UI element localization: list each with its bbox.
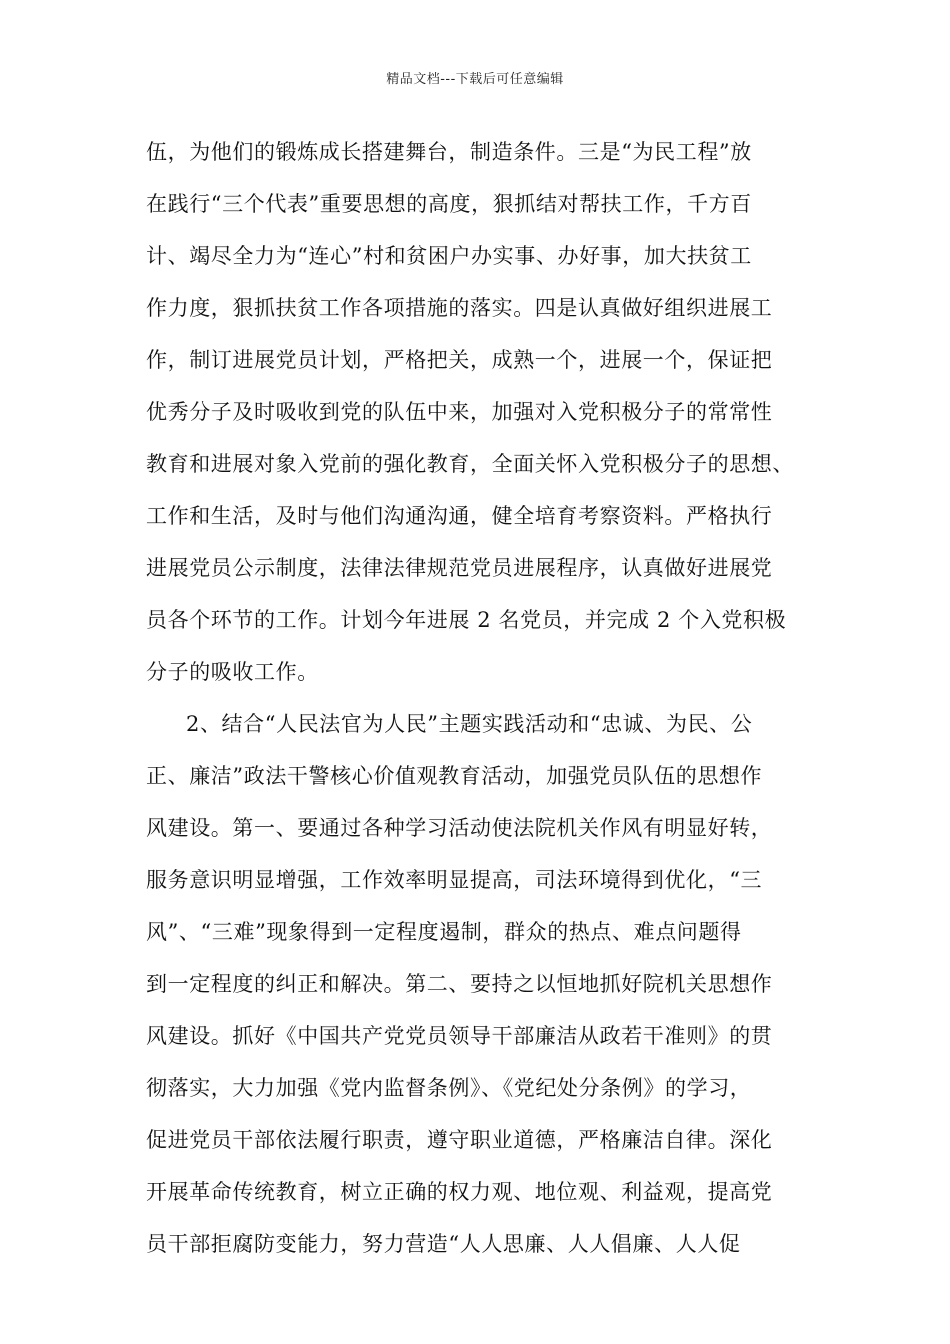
paragraph-line: 2、结合“人民法官为人民”主题实践活动和“忠诚、为民、公 bbox=[186, 712, 753, 736]
paragraph-line: 教育和进展对象入党前的强化教育，全面关怀入党积极分子的思想、 bbox=[146, 452, 794, 476]
paragraph-line: 进展党员公示制度，法律法律规范党员进展程序，认真做好进展党 bbox=[146, 556, 773, 580]
paragraph-line: 彻落实，大力加强《党内监督条例》、《党纪处分条例》的学习， bbox=[146, 1076, 752, 1100]
paragraph-line: 到一定程度的纠正和解决。第二、要持之以恒地抓好院机关思想作 bbox=[146, 972, 773, 996]
paragraph-line: 作，制订进展党员计划，严格把关，成熟一个，进展一个，保证把 bbox=[146, 348, 773, 372]
paragraph-line: 服务意识明显增强，工作效率明显提高，司法环境得到优化，“三 bbox=[146, 868, 763, 892]
paragraph-line: 分子的吸收工作。 bbox=[146, 660, 319, 684]
paragraph-line: 风”、“三难”现象得到一定程度遏制，群众的热点、难点问题得 bbox=[146, 920, 742, 944]
paragraph-line: 员干部拒腐防变能力，努力营造“人人思廉、人人倡廉、人人促 bbox=[146, 1232, 741, 1256]
paragraph-line: 计、竭尽全力为“连心”村和贫困户办实事、办好事，加大扶贫工 bbox=[146, 244, 752, 268]
page-header: 精品文档---下载后可任意编辑 bbox=[386, 72, 564, 87]
paragraph-line: 开展革命传统教育，树立正确的权力观、地位观、利益观，提高党 bbox=[146, 1180, 773, 1204]
paragraph-line: 风建设。抓好《中国共产党党员领导干部廉洁从政若干准则》的贯 bbox=[146, 1024, 773, 1048]
paragraph-line: 促进党员干部依法履行职责，遵守职业道德，严格廉洁自律。深化 bbox=[146, 1128, 773, 1152]
paragraph-line: 正、廉洁”政法干警核心价值观教育活动，加强党员队伍的思想作 bbox=[146, 764, 763, 788]
paragraph-line: 员各个环节的工作。计划今年进展 2 名党员，并完成 2 个入党积极 bbox=[146, 608, 787, 632]
paragraph-line: 优秀分子及时吸收到党的队伍中来，加强对入党积极分子的常常性 bbox=[146, 400, 773, 424]
paragraph-line: 工作和生活，及时与他们沟通沟通，健全培育考察资料。严格执行 bbox=[146, 504, 773, 528]
paragraph-line: 伍，为他们的锻炼成长搭建舞台，制造条件。三是“为民工程”放 bbox=[146, 140, 752, 164]
paragraph-line: 作力度，狠抓扶贫工作各项措施的落实。四是认真做好组织进展工 bbox=[146, 296, 773, 320]
paragraph-line: 在践行“三个代表”重要思想的高度，狠抓结对帮扶工作，千方百 bbox=[146, 192, 752, 216]
paragraph-line: 风建设。第一、要通过各种学习活动使法院机关作风有明显好转， bbox=[146, 816, 773, 840]
